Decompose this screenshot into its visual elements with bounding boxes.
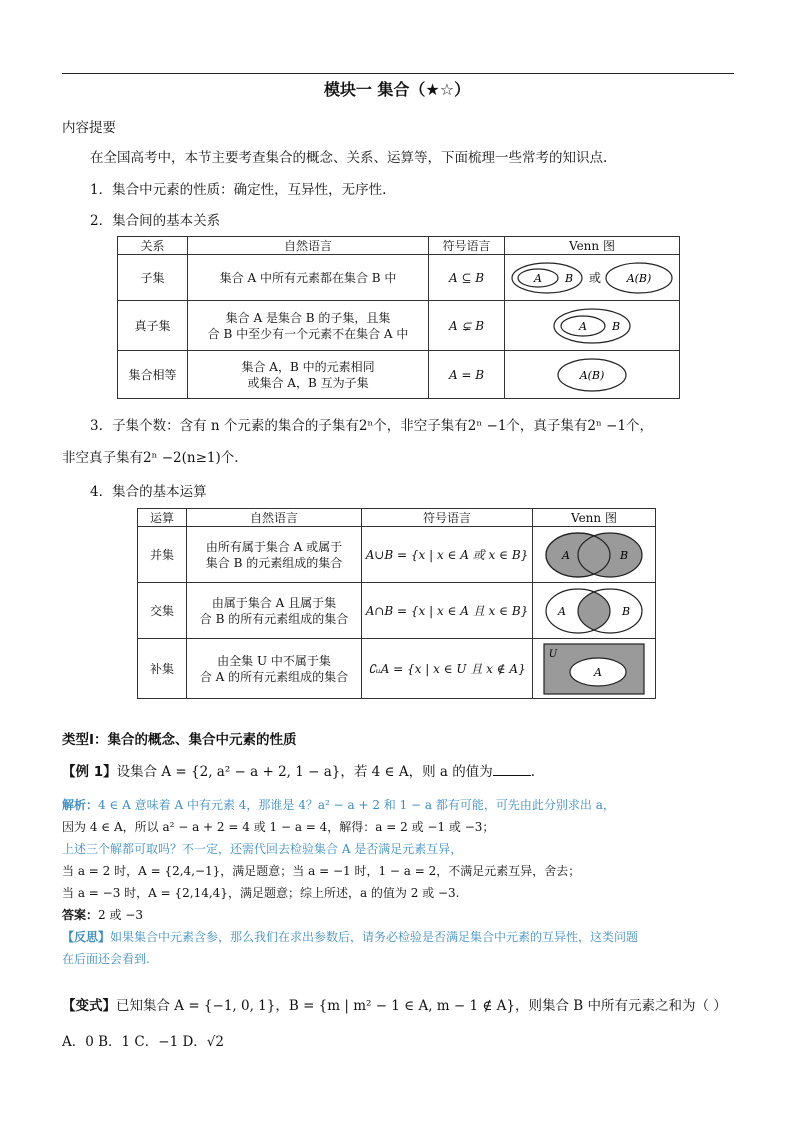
table-header-row [138,509,656,527]
table-row [118,351,680,399]
venn-label: B [611,319,621,333]
col-header: 关系 [118,237,188,255]
venn-label: A [579,319,587,333]
natural-line: 或集合 A，B 互为子集 [247,375,369,390]
solution-text: 4 ∈ A 意味着 A 中有元素 4，那谁是 4？a² − a + 2 和 1 − a 都有可能，可先由此分别求出 a， [98,798,615,812]
natural-line: 合 A 的所有元素组成的集合 [199,669,349,684]
variant-label: 【变式】 [62,998,116,1014]
variant-text: 已知集合 A = {−1, 0, 1}，B = {m | m² − 1 ∈ A, m − 1 ∉ A}，则集合 B 中所有元素之和为（ ） [116,998,727,1014]
venn-or: 或 [588,270,602,285]
venn-union [533,527,656,583]
col-header: Venn 图 [505,237,680,255]
venn-label: B [564,271,574,285]
venn-complement [533,639,656,699]
natural-line: 由所有属于集合 A 或属于 [205,539,343,554]
natural-line: 集合 A，B 中的元素相同 [241,359,375,374]
relation-symbol: A = B [429,351,505,399]
intro-lead: 在全国高考中，本节主要考查集合的概念、关系、运算等，下面梳理一些常考的知识点. [90,150,608,166]
point-4: 4．集合的基本运算 [90,484,207,500]
operation-natural [187,527,362,583]
point-1: 1．集合中元素的性质：确定性，互异性，无序性. [90,182,387,198]
venn-proper-subset [505,301,680,351]
col-header: Venn 图 [533,509,656,527]
venn-intersection [533,583,656,639]
solution-line-5: 当 a = −3 时，A = {2,14,4}，满足题意；综上所述，a 的值为 2 或 −3. [62,886,460,900]
col-header: 自然语言 [187,509,362,527]
relation-name: 集合相等 [118,351,188,399]
answer-line [62,906,143,923]
type-heading: 类型Ⅰ：集合的概念、集合中元素的性质 [62,732,297,748]
solution-label: 解析： [62,798,99,812]
relation-name: 子集 [118,255,188,301]
example-question: 设集合 A = {2, a² − a + 2, 1 − a}，若 4 ∈ A，则 a 的值为 [116,764,493,780]
reflection-label: 【反思】 [62,930,111,944]
operation-symbol: A∩B = {x | x ∈ A 且 x ∈ B} [362,583,533,639]
natural-line: 由属于集合 A 且属于集 [211,595,337,610]
venn-label: A [594,665,602,679]
variant-options: A．0 B．1 C．−1 D．√2 [62,1034,224,1050]
venn-label: A [534,271,542,285]
venn-equal [505,351,680,399]
variant-question [62,994,727,1014]
reflection-text: 如果集合中元素含参，那么我们在求出参数后，请务必检验是否满足集合中元素的互异性，这类问题 [110,930,639,944]
col-header: 符号语言 [362,509,533,527]
relations-table [117,236,680,399]
operation-natural [187,639,362,699]
relation-natural: 集合 A 中所有元素都在集合 B 中 [188,255,429,301]
relation-natural [188,301,429,351]
header-rule [62,73,734,74]
table-row [118,255,680,301]
natural-line: 由全集 U 中不属于集 [217,653,331,668]
operation-natural [187,583,362,639]
natural-line: 集合 B 的元素组成的集合 [205,555,343,570]
page-title: 模块一 集合（★☆） [323,80,471,99]
table-row [138,583,656,639]
venn-label: A [558,604,566,618]
answer-blank [493,763,531,776]
solution-line-1 [62,796,615,813]
relation-natural [188,351,429,399]
venn-label: A(B) [626,271,652,285]
col-header: 自然语言 [188,237,429,255]
venn-subset [505,255,680,301]
operation-name: 并集 [138,527,187,583]
venn-label: A(B) [579,368,605,382]
venn-label: B [621,604,631,618]
col-header: 运算 [138,509,187,527]
solution-line-3: 上述三个解都可取吗？不一定，还需代回去检验集合 A 是否满足元素互异， [62,842,463,856]
answer-value: 2 或 −3 [98,908,143,922]
solution-line-4: 当 a = 2 时，A = {2,4,−1}，满足题意；当 a = −1 时，1 − a = 2，不满足元素互异，舍去； [62,864,581,878]
venn-label: A [562,548,570,562]
point-2: 2．集合间的基本关系 [90,213,221,229]
point-3-line-2: 非空真子集有2ⁿ −2(n≥1)个. [62,450,239,466]
reflection-line-1 [62,928,638,945]
relation-symbol: A ⊊ B [429,301,505,351]
table-row [138,639,656,699]
reflection-line-2: 在后面还会看到. [62,952,150,966]
example-question-end: . [530,764,536,780]
operations-table [137,508,656,699]
table-row [138,527,656,583]
point-3-line-1: 3．子集个数：含有 n 个元素的集合的子集有2ⁿ个，非空子集有2ⁿ −1个，真子集有2ⁿ −1个， [90,418,654,434]
answer-label: 答案： [62,908,99,922]
operation-symbol: ∁ᵤA = {x | x ∈ U 且 x ∉ A} [362,639,533,699]
venn-label: U [548,648,558,660]
natural-line: 合 B 的所有元素组成的集合 [199,611,349,626]
natural-line: 合 B 中至少有一个元素不在集合 A 中 [207,326,409,341]
relation-symbol: A ⊆ B [429,255,505,301]
relation-name: 真子集 [118,301,188,351]
section-heading: 内容提要 [62,120,116,136]
solution-line-2: 因为 4 ∈ A，所以 a² − a + 2 = 4 或 1 − a = 4，解得：a = 2 或 −1 或 −3； [62,820,495,834]
example-label: 【例 1】 [62,764,117,780]
col-header: 符号语言 [429,237,505,255]
operation-name: 交集 [138,583,187,639]
table-row [118,301,680,351]
example-1 [62,760,535,780]
table-header-row [118,237,680,255]
venn-label: B [619,548,629,562]
operation-name: 补集 [138,639,187,699]
natural-line: 集合 A 是集合 B 的子集，且集 [225,310,391,325]
operation-symbol: A∪B = {x | x ∈ A 或 x ∈ B} [362,527,533,583]
